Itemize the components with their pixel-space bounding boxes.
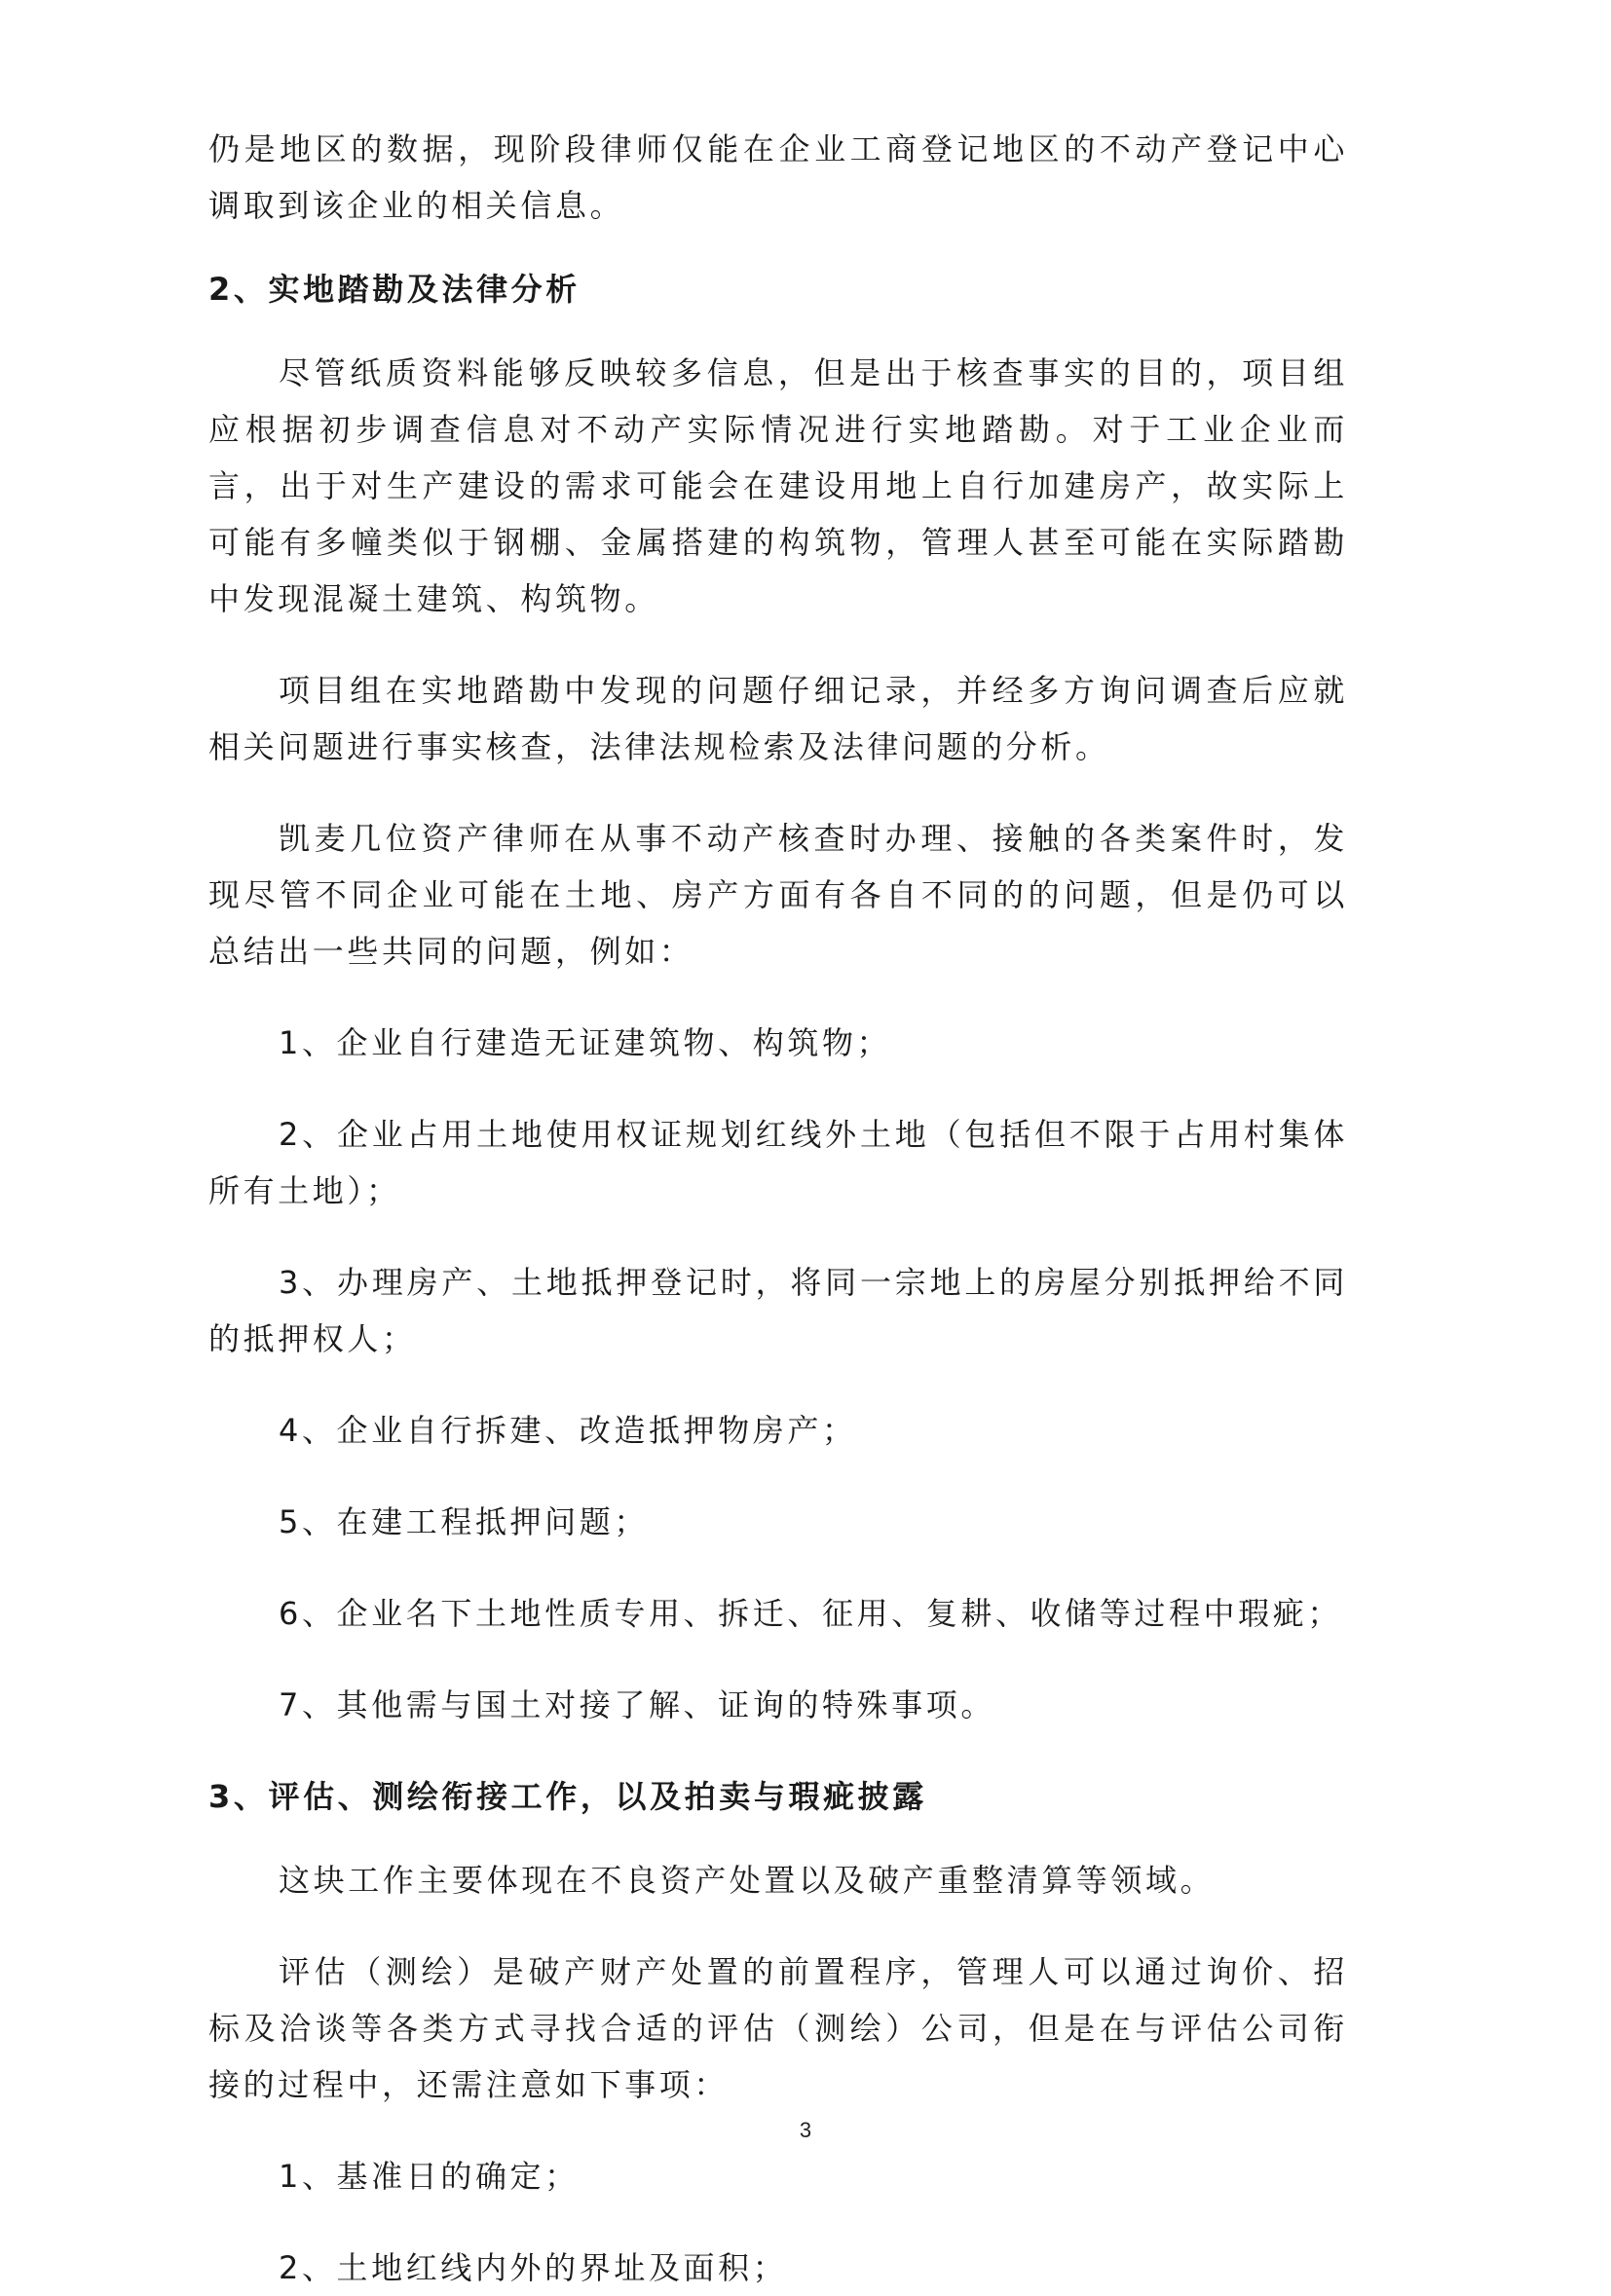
- list-item-5: 5、在建工程抵押问题；: [279, 1503, 649, 1540]
- list-item-3: 3、办理房产、土地抵押登记时，将同一宗地上的房屋分别抵押给不同的抵押权人；: [208, 1264, 1348, 1357]
- list-item-6: 6、企业名下土地性质专用、拆迁、征用、复耕、收储等过程中瑕疵；: [279, 1595, 1342, 1632]
- paragraph-common-issues: 凯麦几位资产律师在从事不动产核查时办理、接触的各类案件时，发现尽管不同企业可能在土地、房产方面有各自不同的的问题，但是仍可以总结出一些共同的问题，例如：: [208, 820, 1348, 970]
- paragraph-valuation: 评估（测绘）是破产财产处置的前置程序，管理人可以通过询价、招标及洽谈等各类方式寻找合适的评估（测绘）公司，但是在与评估公司衔接的过程中，还需注意如下事项：: [208, 1953, 1348, 2103]
- list-item-boundary: 2、土地红线内外的界址及面积；: [279, 2249, 788, 2286]
- list-item-4: 4、企业自行拆建、改造抵押物房产；: [279, 1412, 857, 1449]
- page-body: [208, 121, 1348, 2296]
- paragraph-site-survey: 尽管纸质资料能够反映较多信息，但是出于核查事实的目的，项目组应根据初步调查信息对不动产实际情况进行实地踏勘。对于工业企业而言，出于对生产建设的需求可能会在建设用地上自行加建房产，故实际上可能有多幢类似于钢棚、金属搭建的构筑物，管理人甚至可能在实际踏勘中发现混凝土建筑、构筑物。: [208, 354, 1348, 617]
- page-number: 3: [799, 2118, 812, 2142]
- paragraph-record-issues: 项目组在实地踏勘中发现的问题仔细记录，并经多方询问调查后应就相关问题进行事实核查，法律法规检索及法律问题的分析。: [208, 672, 1348, 765]
- section-heading-3: 3、评估、测绘衔接工作，以及拍卖与瑕疵披露: [208, 1778, 927, 1815]
- paragraph-scope: 这块工作主要体现在不良资产处置以及破产重整清算等领域。: [279, 1862, 1216, 1899]
- list-item-7: 7、其他需与国土对接了解、证询的特殊事项。: [279, 1686, 995, 1723]
- list-item-base-date: 1、基准日的确定；: [279, 2158, 580, 2195]
- section-heading-2: 2、实地踏勘及法律分析: [208, 271, 581, 308]
- list-item-2: 2、企业占用土地使用权证规划红线外土地（包括但不限于占用村集体所有土地）；: [208, 1116, 1348, 1209]
- list-item-1: 1、企业自行建造无证建筑物、构筑物；: [279, 1024, 892, 1061]
- paragraph-continued: 仍是地区的数据，现阶段律师仅能在企业工商登记地区的不动产登记中心调取到该企业的相关信息。: [208, 130, 1348, 224]
